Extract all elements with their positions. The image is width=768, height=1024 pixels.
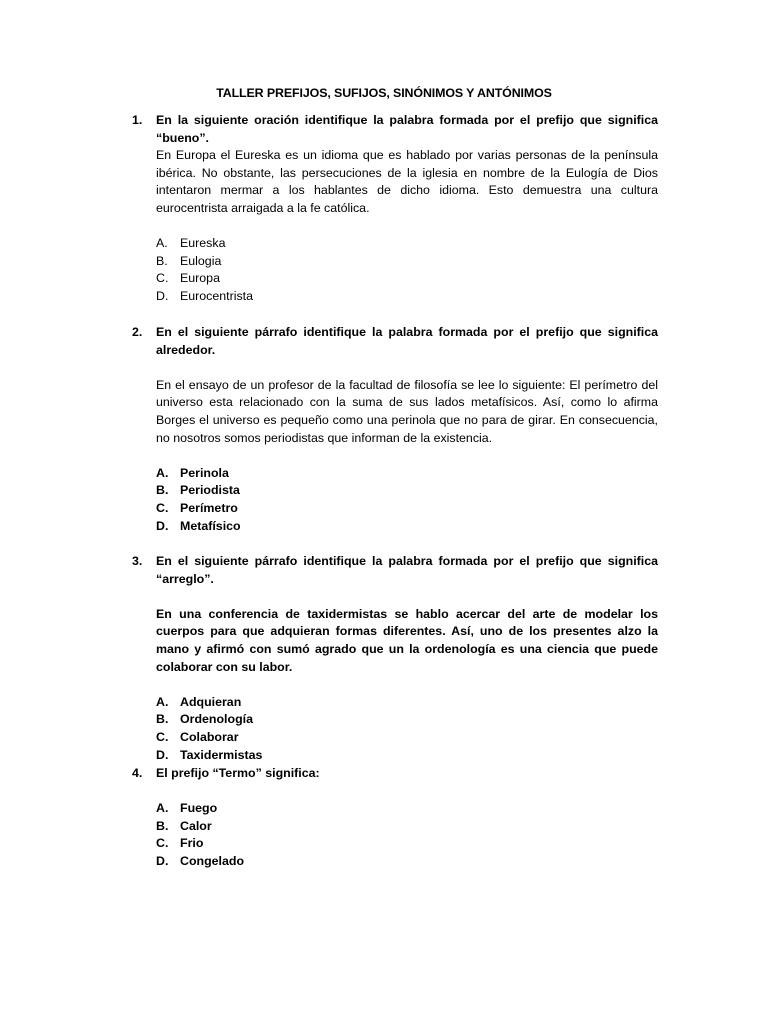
option-text: Eulogia <box>180 253 222 268</box>
option-b <box>156 711 658 729</box>
option-d <box>156 518 658 536</box>
option-letter: B. <box>156 818 169 833</box>
option-c <box>156 500 658 518</box>
option-text: Fuego <box>180 801 218 816</box>
option-c <box>156 270 658 288</box>
question-passage: En Europa el Eureska es un idioma que es hablado por varias personas de la península ibérica. No obstante, las persecuciones de la iglesia en nombre de la Eulogía de Dios intentaron mermar a los hablantes de dicho idioma. Esto demuestra una cultura eurocentrista arraigada a la fe católica. <box>156 148 658 215</box>
option-d <box>156 288 658 306</box>
option-a <box>156 235 658 253</box>
question-prompt: En el siguiente párrafo identifique la palabra formada por el prefijo que significa “arreglo”. <box>156 554 658 586</box>
option-text: Taxidermistas <box>180 747 263 762</box>
option-letter: D. <box>156 853 169 868</box>
option-letter: B. <box>156 483 169 498</box>
option-a <box>156 800 658 818</box>
question-passage: En una conferencia de taxidermistas se hablo acercar del arte de modelar los cuerpos para que adquieran formas diferentes. Así, uno de los presentes alzo la mano y afirmó con sumó agrado que un la ordenología es una ciencia que puede colaborar con su labor. <box>156 606 658 674</box>
option-c <box>156 835 658 853</box>
option-letter: B. <box>156 712 169 727</box>
option-letter: C. <box>156 271 169 286</box>
question-body <box>156 553 658 764</box>
option-letter: A. <box>156 694 169 709</box>
question-body <box>156 112 658 306</box>
question-3 <box>132 553 658 764</box>
option-letter: C. <box>156 729 169 744</box>
question-body <box>156 324 658 535</box>
options-list <box>156 465 658 535</box>
option-text: Metafísico <box>180 518 241 533</box>
question-number: 2. <box>132 325 143 339</box>
option-letter: A. <box>156 465 169 480</box>
option-b <box>156 482 658 500</box>
option-c <box>156 729 658 747</box>
question-body <box>156 765 658 871</box>
option-letter: C. <box>156 500 169 515</box>
question-2 <box>132 324 658 535</box>
question-passage: En el ensayo de un profesor de la facultad de filosofía se lee lo siguiente: El perímetro del universo esta relacionado con la suma de sus lados metafísicos. Así, como lo afirma Borges el universo es pequeño como una perinola que no para de girar. En consecuencia, no nosotros somos periodistas que informan de la existencia. <box>156 377 658 445</box>
option-a <box>156 694 658 712</box>
page-title: TALLER PREFIJOS, SUFIJOS, SINÓNIMOS Y ANTÓNIMOS <box>216 86 552 100</box>
option-text: Ordenología <box>180 712 253 727</box>
option-letter: D. <box>156 747 169 762</box>
option-b <box>156 818 658 836</box>
question-number: 1. <box>132 113 143 127</box>
question-prompt: En la siguiente oración identifique la palabra formada por el prefijo que significa “bueno”. <box>156 113 658 145</box>
option-text: Perinola <box>180 465 229 480</box>
option-text: Frio <box>180 836 204 851</box>
option-b <box>156 253 658 271</box>
question-number: 4. <box>132 766 143 780</box>
options-list <box>156 694 658 764</box>
option-text: Eurocentrista <box>180 288 254 303</box>
option-letter: D. <box>156 518 169 533</box>
option-text: Adquieran <box>180 694 242 709</box>
option-letter: B. <box>156 253 168 268</box>
question-1 <box>132 112 658 306</box>
option-text: Congelado <box>180 853 245 868</box>
option-d <box>156 853 658 871</box>
option-text: Calor <box>180 818 212 833</box>
option-text: Europa <box>180 271 220 286</box>
option-letter: A. <box>156 801 169 816</box>
option-a <box>156 465 658 483</box>
option-letter: C. <box>156 836 169 851</box>
options-list <box>156 235 658 305</box>
option-text: Periodista <box>180 483 240 498</box>
option-text: Colaborar <box>180 729 239 744</box>
option-letter: A. <box>156 236 168 251</box>
option-letter: D. <box>156 288 169 303</box>
question-number: 3. <box>132 554 143 568</box>
option-text: Perímetro <box>180 500 238 515</box>
option-d <box>156 747 658 765</box>
question-4 <box>132 765 658 871</box>
question-prompt: El prefijo “Termo” significa: <box>156 766 320 780</box>
options-list <box>156 800 658 870</box>
option-text: Eureska <box>180 236 226 251</box>
question-prompt: En el siguiente párrafo identifique la palabra formada por el prefijo que significa alrededor. <box>156 325 658 357</box>
